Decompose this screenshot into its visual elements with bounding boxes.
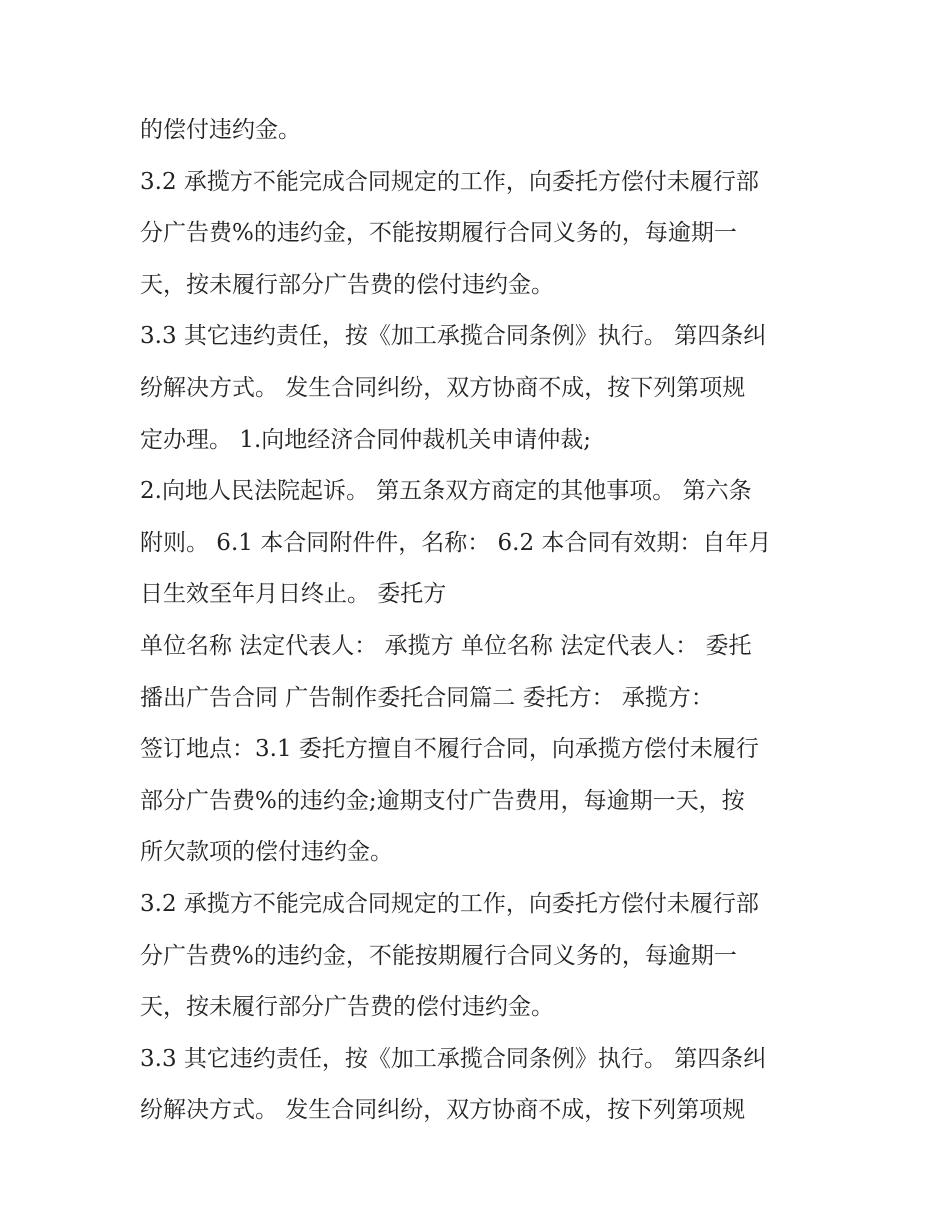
text-line: 签订地点：3.1 委托方擅自不履行合同，向承揽方偿付未履行	[140, 736, 759, 763]
text-line: 所欠款项的偿付违约金。	[140, 839, 393, 866]
text-line: 单位名称 法定代表人： 承揽方 单位名称 法定代表人： 委托	[140, 632, 752, 659]
document-body	[140, 108, 820, 1140]
text-line: 天，按未履行部分广告费的偿付违约金。	[140, 994, 554, 1021]
text-line: 部分广告费%的违约金;逾期支付广告费用，每逾期一天，按	[140, 787, 745, 814]
text-line: 3.2 承揽方不能完成合同规定的工作，向委托方偿付未履行部	[140, 890, 759, 917]
text-line: 分广告费%的违约金，不能按期履行合同义务的，每逾期一	[140, 942, 737, 969]
text-line: 3.3 其它违约责任，按《加工承揽合同条例》执行。 第四条纠	[140, 1045, 767, 1072]
text-line: 3.2 承揽方不能完成合同规定的工作，向委托方偿付未履行部	[140, 168, 759, 195]
text-line: 纷解决方式。 发生合同纠纷，双方协商不成，按下列第项规	[140, 374, 746, 401]
text-line: 3.3 其它违约责任，按《加工承揽合同条例》执行。 第四条纠	[140, 323, 767, 350]
text-line: 播出广告合同 广告制作委托合同篇二 委托方： 承揽方：	[140, 684, 714, 711]
text-line: 分广告费%的违约金，不能按期履行合同义务的，每逾期一	[140, 220, 737, 247]
text-line: 日生效至年月日终止。 委托方	[140, 581, 447, 608]
text-line: 附则。 6.1 本合同附件件，名称： 6.2 本合同有效期：自年月	[140, 529, 772, 556]
text-line: 的偿付违约金。	[140, 117, 301, 143]
text-line: 2.向地人民法院起诉。 第五条双方商定的其他事项。 第六条	[140, 478, 752, 505]
text-line: 天，按未履行部分广告费的偿付违约金。	[140, 271, 554, 298]
text-line: 纷解决方式。 发生合同纠纷，双方协商不成，按下列第项规	[140, 1097, 746, 1124]
text-line: 定办理。 1.向地经济合同仲裁机关申请仲裁;	[140, 426, 592, 453]
